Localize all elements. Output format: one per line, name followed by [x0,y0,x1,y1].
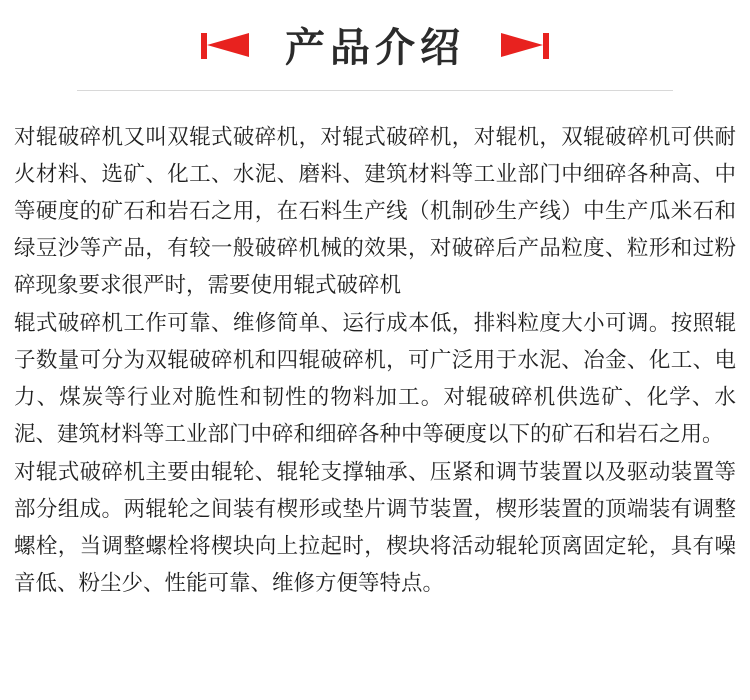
flag-right-icon [499,31,553,65]
page-title: 产品介绍 [285,25,465,71]
flag-left-icon [197,31,251,65]
product-description [0,101,750,602]
title-divider [77,90,673,91]
paragraph: 对辊式破碎机主要由辊轮、辊轮支撑轴承、压紧和调节装置以及驱动装置等部分组成。两辊轮之间装有楔形或垫片调节装置，楔形装置的顶端装有调整螺栓，当调整螺栓将楔块向上拉起时，楔块将活动辊轮顶离固定轮，具有噪音低、粉尘少、性能可靠、维修方便等特点。 [14,460,736,596]
paragraph: 辊式破碎机工作可靠、维修简单、运行成本低，排料粒度大小可调。按照辊子数量可分为双辊破碎机和四辊破碎机，可广泛用于水泥、冶金、化工、电力、煤炭等行业对脆性和韧性的物料加工。对辊破碎机供选矿、化学、水泥、建筑材料等工业部门中碎和细碎各种中等硬度以下的矿石和岩石之用。 [14,311,736,447]
paragraph: 对辊破碎机又叫双辊式破碎机，对辊式破碎机，对辊机，双辊破碎机可供耐火材料、选矿、化工、水泥、磨料、建筑材料等工业部门中细碎各种高、中等硬度的矿石和岩石之用，在石料生产线（机制砂生产线）中生产瓜米石和绿豆沙等产品，有较一般破碎机械的效果，对破碎后产品粒度、粒形和过粉碎现象要求很严时，需要使用辊式破碎机 [14,125,736,298]
title-row [0,26,750,70]
page-header [0,0,750,101]
